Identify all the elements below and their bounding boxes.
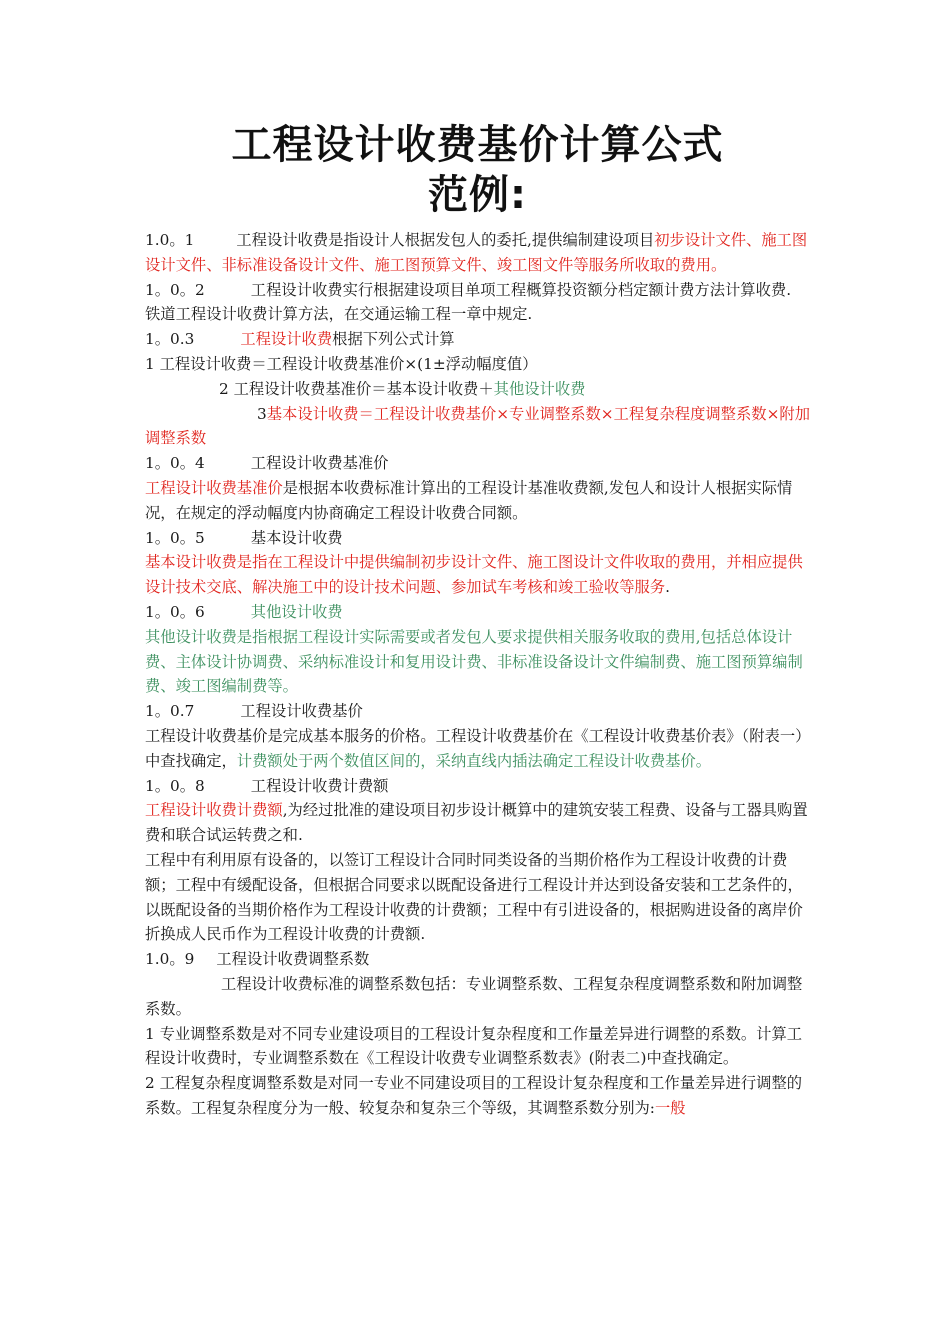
paragraph-text: 是根据本收费标准计算出的工程设计基准收费额,发包人和设计人根据实际情况，在规定的浮动幅度内协商确定工程设计收费合同额。 (145, 478, 793, 522)
paragraph-equipment: 工程中有利用原有设备的，以签订工程设计合同时同类设备的当期价格作为工程设计收费的计费额；工程中有缓配设备，但根据合同要求以既配设备进行工程设计并达到设备安装和工艺条件的，以既配设备的当期价格作为工程设计收费的计费额；工程中有引进设备的，根据购进设备的离岸价折换成人民币作为工程设计收费的计费额. (145, 850, 803, 944)
section-text: 工程设计收费实行根据建设项目单项工程概算投资额分档定额计费方法计算收费. (250, 280, 792, 299)
highlight-red: 初步设计文件、施工图设计文件、非标准设备设计文件、施工图预算文件、竣工图文件等服务所收取的费用。 (145, 231, 808, 274)
highlight-green: 其他设计收费 (493, 379, 586, 398)
section-text: 工程设计收费基准价 (250, 454, 389, 473)
section-number: 1。0.7 (145, 702, 195, 721)
section-number: 1。0。4 (145, 454, 205, 473)
formula-1: 1 工程设计收费＝工程设计收费基准价×(1±浮动幅度值） (145, 354, 538, 373)
paragraph-text: 工程设计收费基价是完成基本服务的价格。工程设计收费基价在《工程设计收费基价表》（附表一）中查找确定， (145, 726, 803, 770)
formula-2 (145, 377, 810, 402)
paragraph-text: 2 工程复杂程度调整系数是对同一专业不同建设项目的工程设计复杂程度和工作量差异进行调整的系数。工程复杂程度分为一般、较复杂和复杂三个等级，其调整系数分别为: (145, 1074, 803, 1117)
document-subtitle: 范例: (428, 172, 527, 218)
highlight-red: 基本设计收费＝工程设计收费基价×专业调整系数×工程复杂程度调整系数×附加调整系数 (145, 404, 810, 448)
paragraph-1-0-5 (145, 550, 810, 600)
section-1-0-7 (145, 699, 810, 724)
formula-number: 3 (257, 404, 267, 423)
section-number: 1。0.3 (145, 330, 195, 349)
highlight-red: 基本设计收费是指在工程设计中提供编制初步设计文件、施工图设计文件收取的费用，并相应提供设计技术交底、解决施工中的设计技术问题、参加试车考核和竣工验收等服务 (145, 553, 803, 597)
highlight-red: 一般 (654, 1098, 686, 1117)
paragraph-1-0-6: 其他设计收费是指根据工程设计实际需要或者发包人要求提供相关服务收取的费用,包括总体设计费、主体设计协调费、采纳标准设计和复用设计费、非标准设备设计文件编制费、施工图预算编制费、竣工图编制费等。 (145, 627, 803, 696)
section-1-0-9 (145, 947, 810, 972)
paragraph-1-0-9: 工程设计收费标准的调整系数包括：专业调整系数、工程复杂程度调整系数和附加调整系数。 (145, 974, 803, 1018)
paragraph-text: ,为经过批准的建设项目初步设计概算中的建筑安装工程费、设备与工器具购置费和联合试运转费之和. (145, 801, 808, 845)
document-title: 工程设计收费基价计算公式 (231, 122, 724, 168)
section-1-0-3 (145, 327, 810, 352)
section-number: 1。0。6 (145, 602, 205, 621)
section-text: 基本设计收费 (250, 528, 343, 547)
paragraph-1-0-7 (145, 724, 810, 774)
paragraph-1-0-4 (145, 476, 810, 526)
highlight-green: 其他设计收费 (250, 602, 343, 621)
section-1-0-1 (145, 228, 810, 278)
section-number: 1.0。1 (145, 231, 195, 249)
section-text: 工程设计收费是指设计人根据发包人的委托,提供编制建设项目 (236, 231, 655, 249)
paragraph-railway: 铁道工程设计收费计算方法，在交通运输工程一章中规定. (145, 305, 533, 324)
section-number: 1.0。9 (145, 950, 195, 969)
section-1-0-4 (145, 451, 810, 476)
highlight-red: 工程设计收费计费额 (145, 801, 283, 820)
document-page (145, 120, 810, 1121)
section-1-0-5 (145, 526, 810, 551)
highlight-red: 工程设计收费基准价 (145, 478, 283, 497)
item-1-professional-coefficient: 1 专业调整系数是对不同专业建设项目的工程设计复杂程度和工作量差异进行调整的系数。计算工程设计收费时，专业调整系数在《工程设计收费专业调整系数表》(附表二)中查找确定。 (145, 1024, 803, 1068)
section-text: 工程设计收费计费额 (250, 776, 389, 795)
section-number: 1。0。2 (145, 280, 205, 299)
section-text: 工程设计收费调整系数 (216, 950, 370, 969)
formula-3 (145, 402, 810, 452)
formula-text: 2 工程设计收费基准价＝基本设计收费＋ (219, 379, 494, 398)
item-2-complexity-coefficient (145, 1071, 810, 1121)
section-number: 1。0。8 (145, 776, 205, 795)
section-text: 根据下列公式计算 (332, 330, 455, 349)
paragraph-1-0-8 (145, 798, 810, 848)
highlight-red: 工程设计收费 (240, 330, 333, 349)
section-1-0-8 (145, 774, 810, 799)
section-1-0-6 (145, 600, 810, 625)
section-1-0-2 (145, 278, 810, 303)
section-text: 工程设计收费基价 (240, 702, 363, 721)
highlight-green: 计费额处于两个数值区间的，采纳直线内插法确定工程设计收费基价。 (236, 751, 712, 770)
section-number: 1。0。5 (145, 528, 205, 547)
paragraph-text: . (665, 578, 670, 597)
